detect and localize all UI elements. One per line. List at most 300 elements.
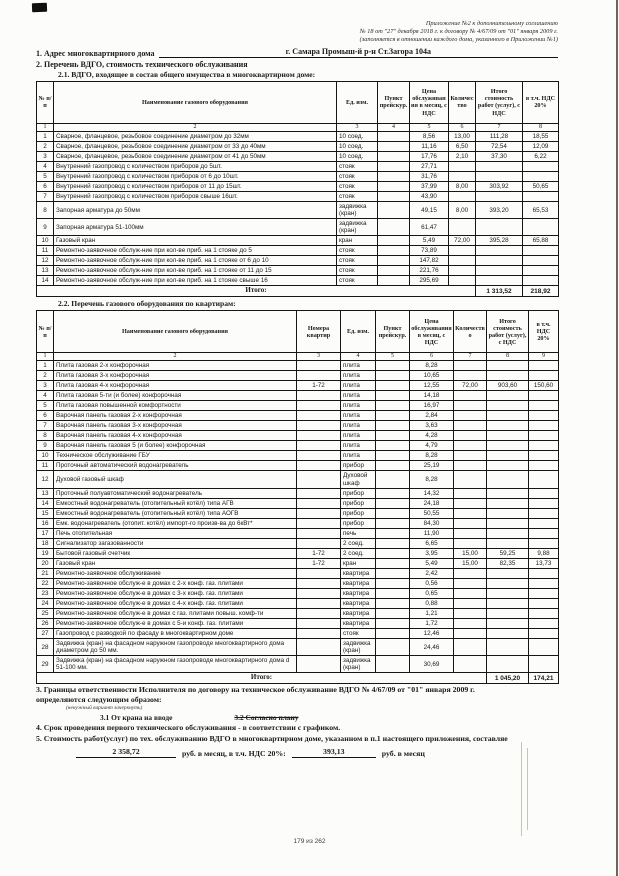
cell: 8,28 [410, 471, 454, 488]
cell: 1 [37, 131, 54, 141]
cell: 27,71 [410, 161, 449, 171]
table-row [37, 202, 559, 219]
table-2-colnum-row [37, 353, 559, 361]
cell: 9 [37, 441, 54, 451]
cell: Емкостный водонагреватель (отопительный котёл) типа АГВ [54, 498, 297, 508]
table-common-property-vdgo [36, 81, 559, 297]
table-row [37, 568, 559, 578]
cell: 7 [37, 421, 54, 431]
colnum: 2 [54, 353, 297, 361]
cell [376, 461, 410, 471]
cell [476, 161, 523, 171]
cell [378, 171, 410, 181]
cell: квартира [341, 589, 376, 599]
cell: 72,00 [454, 381, 487, 391]
cell [487, 371, 529, 381]
cell [376, 441, 410, 451]
cell: 2,42 [410, 568, 454, 578]
cell: стояк [337, 191, 378, 201]
cell: плита [341, 391, 376, 401]
col-header-total: Итого стоимость работ (услуг), с НДС [487, 311, 529, 353]
total-amount: 1 045,20 [487, 673, 529, 684]
cell: 61,47 [410, 219, 449, 236]
cell [449, 276, 476, 286]
table-row [37, 629, 559, 639]
cell: 2,10 [449, 151, 476, 161]
col-header-vat: в т.ч. НДС 20% [529, 311, 559, 353]
cell [454, 629, 487, 639]
cell [454, 401, 487, 411]
cell: Ремонтно-заявочное обслуж-ние при кол-ве приб. на 1 стояке от 6 до 10 [54, 256, 337, 266]
cell [487, 471, 529, 488]
cell: 9,88 [529, 548, 559, 558]
colnum: 5 [376, 353, 410, 361]
cell: плита [341, 371, 376, 381]
cell [529, 498, 559, 508]
table-row [37, 276, 559, 286]
cell [454, 589, 487, 599]
table-2-total-row [37, 673, 559, 684]
cell: 12 [37, 256, 54, 266]
cell: 395,28 [476, 236, 523, 246]
cell: 1,72 [410, 619, 454, 629]
cell: 10 [37, 236, 54, 246]
cell [376, 421, 410, 431]
section-3-text [36, 685, 558, 705]
cell: 8,00 [449, 181, 476, 191]
cell: 13 [37, 488, 54, 498]
cell [297, 538, 341, 548]
cell [378, 276, 410, 286]
cell: Емк. водонагреватель (отопит. котёл) импорт-го произв-ва до 6кВт* [54, 518, 297, 528]
table-row [37, 256, 559, 266]
cell [529, 609, 559, 619]
cell [454, 528, 487, 538]
cell: плита [341, 360, 376, 370]
cell [529, 589, 559, 599]
cell: 4 [37, 161, 54, 171]
cell [487, 639, 529, 656]
cell [529, 629, 559, 639]
cell [529, 391, 559, 401]
cell: 17,76 [410, 151, 449, 161]
cell [376, 508, 410, 518]
cell: квартира [341, 599, 376, 609]
cell [529, 579, 559, 589]
cell [297, 639, 341, 656]
cell: Сварное, фланцевое, резьбовое соединение диаметром от 41 до 50мм [54, 151, 337, 161]
cell [523, 219, 559, 236]
cell: Плита газовая повышенной комфортности [54, 401, 297, 411]
cell: квартира [341, 579, 376, 589]
table-row [37, 548, 559, 558]
cell [454, 508, 487, 518]
section-5-amounts [76, 747, 558, 758]
monthly-cost-label: руб. в месяц, в т.ч. НДС 20%: [182, 749, 286, 759]
cell: 25 [37, 609, 54, 619]
cell: 24 [37, 599, 54, 609]
cell: 4,79 [410, 441, 454, 451]
cell: 5,49 [410, 236, 449, 246]
cell: 18 [37, 538, 54, 548]
cell [529, 619, 559, 629]
cell: 903,60 [487, 381, 529, 391]
cell [297, 431, 341, 441]
cell [376, 568, 410, 578]
cell: задвижка (кран) [337, 202, 378, 219]
cell: прибор [341, 508, 376, 518]
colnum: 3 [337, 123, 378, 131]
cell: Плита газовая 5-ти (и более) конфорочная [54, 391, 297, 401]
cell: Ремонтно-заявочное обслуживание [54, 568, 297, 578]
col-header-unit: Ед. изм. [337, 81, 378, 123]
cell: 13 [37, 266, 54, 276]
cell: 2 соед. [341, 538, 376, 548]
cell [454, 538, 487, 548]
cell: Внутренний газопровод с количеством приборов от 11 до 15шт. [54, 181, 337, 191]
cell [378, 131, 410, 141]
cell [523, 161, 559, 171]
cell: 11,90 [410, 528, 454, 538]
cell [487, 451, 529, 461]
cell: 4,28 [410, 431, 454, 441]
cell: 18,55 [523, 131, 559, 141]
cell: 12,09 [523, 141, 559, 151]
cell: задвижка (кран) [341, 639, 376, 656]
cell: 221,76 [410, 266, 449, 276]
cell [376, 609, 410, 619]
cell: 10 [37, 451, 54, 461]
cell: 26 [37, 619, 54, 629]
cell: 2 [37, 371, 54, 381]
cell [297, 498, 341, 508]
cell: 11 [37, 461, 54, 471]
table-row [37, 441, 559, 451]
cell [378, 236, 410, 246]
cell [529, 656, 559, 673]
cell [297, 411, 341, 421]
cell: 23 [37, 589, 54, 599]
cell: плита [341, 421, 376, 431]
cell [378, 266, 410, 276]
cell: стояк [337, 246, 378, 256]
cell: Газовый кран [54, 236, 337, 246]
cell: 20 [37, 558, 54, 568]
cell [376, 371, 410, 381]
col-header-pricelist: Пункт прейскур. [378, 81, 410, 123]
cell [529, 488, 559, 498]
cell [454, 360, 487, 370]
cell [454, 431, 487, 441]
cell: 1-72 [297, 558, 341, 568]
cell: 2 [37, 141, 54, 151]
cell: Плита газовая 3-х конфорочная [54, 371, 297, 381]
cell [476, 246, 523, 256]
cell [529, 461, 559, 471]
cell [376, 451, 410, 461]
col-header-num: № п/п [37, 311, 54, 353]
cell: стояк [341, 629, 376, 639]
cell: 9 [37, 219, 54, 236]
cell: Задвижка (кран) на фасадном наружном газопроводе многоквартирного дома d 51-100 мм. [54, 656, 297, 673]
table-row [37, 171, 559, 181]
option-3-1: 3.1 От крана на вводе [100, 713, 173, 723]
cell [529, 518, 559, 528]
table-row [37, 401, 559, 411]
cell: 12,55 [410, 381, 454, 391]
cell [297, 528, 341, 538]
cell [487, 508, 529, 518]
cell: 3 [37, 151, 54, 161]
section-2-2-title: 2.2. Перечень газового оборудования по квартирам: [58, 299, 236, 309]
cell: Внутренний газопровод с количеством приборов от 6 до 10шт. [54, 171, 337, 181]
cell [529, 528, 559, 538]
total-label: Итого: [37, 286, 476, 297]
cell: Запорная арматура до 50мм [54, 202, 337, 219]
cell: кран [337, 236, 378, 246]
section-3-line-2: определяются следующим образом: [36, 695, 162, 705]
table-2-header-row [37, 311, 559, 353]
cell [454, 371, 487, 381]
cell: 12,46 [410, 629, 454, 639]
cell [376, 471, 410, 488]
cell [487, 441, 529, 451]
page-number: 179 из 262 [293, 838, 326, 845]
cell [378, 191, 410, 201]
cell: стояк [337, 266, 378, 276]
cell [376, 619, 410, 629]
cell: 17 [37, 528, 54, 538]
cell: плита [341, 441, 376, 451]
col-header-num: № п/п [37, 81, 54, 123]
total-vat: 174,21 [529, 673, 559, 684]
cell [454, 568, 487, 578]
cell [376, 528, 410, 538]
cell: 14,18 [410, 391, 454, 401]
table-row [37, 161, 559, 171]
address-value: г. Самара Промыш-й р-н Ст.Загора 104а [159, 47, 558, 58]
table-row [37, 151, 559, 161]
cell: Задвижка (кран) на фасадном наружном газопроводе многоквартирного дома диаметром до 50 мм. [54, 639, 297, 656]
cell [297, 371, 341, 381]
cell [487, 528, 529, 538]
cell: Сварное, фланцевое, резьбовое соединение диаметром до 32мм [54, 131, 337, 141]
cell [376, 558, 410, 568]
table-2-head [37, 311, 559, 361]
table-row [37, 656, 559, 673]
cell: 3 [37, 381, 54, 391]
table-row [37, 579, 559, 589]
table-row [37, 131, 559, 141]
cell [449, 256, 476, 266]
cell: Бытовой газовый счетчик [54, 548, 297, 558]
cell: 10 соед. [337, 131, 378, 141]
cell: 6 [37, 181, 54, 191]
table-row [37, 639, 559, 656]
col-header-name: Наименование газового оборудования [54, 311, 297, 353]
cell: 150,60 [529, 381, 559, 391]
cell [487, 498, 529, 508]
colnum: 8 [487, 353, 529, 361]
cell: Сигнализатор загазованности [54, 538, 297, 548]
option-3-2-struck: 3.2 Согласно плану [234, 713, 299, 723]
table-row [37, 508, 559, 518]
cell [454, 579, 487, 589]
cell: 303,92 [476, 181, 523, 191]
cell: стояк [337, 181, 378, 191]
cell [487, 619, 529, 629]
table-2-foot [37, 673, 559, 684]
cell [454, 609, 487, 619]
cell: 0,88 [410, 599, 454, 609]
cell: 82,35 [487, 558, 529, 568]
table-row [37, 219, 559, 236]
table-row [37, 498, 559, 508]
cell [476, 171, 523, 181]
cell [529, 538, 559, 548]
cell [297, 599, 341, 609]
cell [454, 656, 487, 673]
cell [476, 219, 523, 236]
cell: Варочная панель газовая 4-х конфорочная [54, 431, 297, 441]
cell: Печь отопительная [54, 528, 297, 538]
cell: 7 [37, 191, 54, 201]
cell [487, 461, 529, 471]
cell: 6,22 [523, 151, 559, 161]
cell: 111,28 [476, 131, 523, 141]
table-row [37, 518, 559, 528]
cell: 24,18 [410, 498, 454, 508]
table-row [37, 236, 559, 246]
cell: Внутренний газопровод с количеством приборов свыше 16шт. [54, 191, 337, 201]
cell: 8 [37, 202, 54, 219]
cell [487, 589, 529, 599]
cell: 50,65 [523, 181, 559, 191]
total-label: Итого: [37, 673, 487, 684]
table-1-body [37, 131, 559, 286]
cell: 8,28 [410, 360, 454, 370]
col-header-apartments: Номера квартир [297, 311, 341, 353]
cell [376, 579, 410, 589]
cell: 8,56 [410, 131, 449, 141]
colnum: 2 [54, 123, 337, 131]
cell: 73,89 [410, 246, 449, 256]
cell: 50,55 [410, 508, 454, 518]
cell: Варочная панель газовая 3-х конфорочная [54, 421, 297, 431]
cell: 2,84 [410, 411, 454, 421]
appendix-line-3: (заполняется в отношении каждого дома, указанного в Приложении №1) [359, 35, 558, 43]
cell: Запорная арматура 51-100мм [54, 219, 337, 236]
table-1-head [37, 81, 559, 131]
cell [297, 629, 341, 639]
cell: 0,65 [410, 589, 454, 599]
cell [297, 508, 341, 518]
cell: 1 [37, 360, 54, 370]
cell: 8,28 [410, 451, 454, 461]
section-3-options [100, 713, 558, 722]
cell [523, 266, 559, 276]
colnum: 9 [529, 353, 559, 361]
cell: 31,76 [410, 171, 449, 181]
cell: Плита газовая 4-х конфорочная [54, 381, 297, 391]
col-header-price: Цена обслуживания в месяц, с НДС [410, 81, 449, 123]
cell [523, 256, 559, 266]
cell: 4 [37, 391, 54, 401]
appendix-note [36, 20, 558, 44]
cell: 16,97 [410, 401, 454, 411]
cell [529, 599, 559, 609]
table-row [37, 461, 559, 471]
cell: 3,63 [410, 421, 454, 431]
colnum: 4 [341, 353, 376, 361]
cell [376, 498, 410, 508]
cell [529, 508, 559, 518]
table-row [37, 451, 559, 461]
cell: квартира [341, 568, 376, 578]
cell: 65,53 [523, 202, 559, 219]
cell [376, 360, 410, 370]
cell: 29 [37, 656, 54, 673]
cell: задвижка (кран) [337, 219, 378, 236]
colnum: 6 [410, 353, 454, 361]
cell [376, 599, 410, 609]
appendix-line-1: Приложение №2 к дополнительному соглашению [425, 20, 558, 27]
cell [476, 256, 523, 266]
cell: Ремонтно-заявочное обслуж-ние при кол-ве приб. на 1 стояке от 11 до 15 [54, 266, 337, 276]
table-row [37, 411, 559, 421]
cell: стояк [337, 161, 378, 171]
vat-cost-value: 393,13 [292, 747, 376, 758]
cell [487, 579, 529, 589]
section-2-1-title: 2.1. ВДГО, входящее в состав общего имущества в многоквартирном доме: [58, 69, 316, 79]
cell: 21 [37, 568, 54, 578]
cell [376, 518, 410, 528]
cell [454, 488, 487, 498]
table-row [37, 431, 559, 441]
cell: 0,56 [410, 579, 454, 589]
cell: 28 [37, 639, 54, 656]
cell: печь [341, 528, 376, 538]
cell [454, 421, 487, 431]
cell [378, 151, 410, 161]
cell: стояк [337, 256, 378, 266]
cell: Ремонтно-заявочное обслуж-е в домах с 3-х конф. газ. плитами [54, 589, 297, 599]
cell [487, 421, 529, 431]
cell [454, 639, 487, 656]
cell [487, 656, 529, 673]
cell [376, 401, 410, 411]
table-row [37, 599, 559, 609]
cell: 84,30 [410, 518, 454, 528]
cell: 6,50 [449, 141, 476, 151]
cell [487, 538, 529, 548]
section-2-title: 2. Перечень ВДГО, стоимость технического обслуживания [36, 59, 248, 69]
cell: прибор [341, 461, 376, 471]
cell [487, 391, 529, 401]
cell [454, 441, 487, 451]
cell [449, 266, 476, 276]
appendix-line-2: № 18 от "27" декабря 2018 г. к договору № 4/67/09 от "01" января 2009 г. [359, 27, 558, 35]
cell: квартира [341, 619, 376, 629]
cell [297, 401, 341, 411]
cell [476, 266, 523, 276]
cell: кран [341, 558, 376, 568]
col-header-qty: Количество [454, 311, 487, 353]
cell: Духовой шкаф [341, 471, 376, 488]
cell: 37,99 [410, 181, 449, 191]
cell [529, 371, 559, 381]
cell [297, 568, 341, 578]
